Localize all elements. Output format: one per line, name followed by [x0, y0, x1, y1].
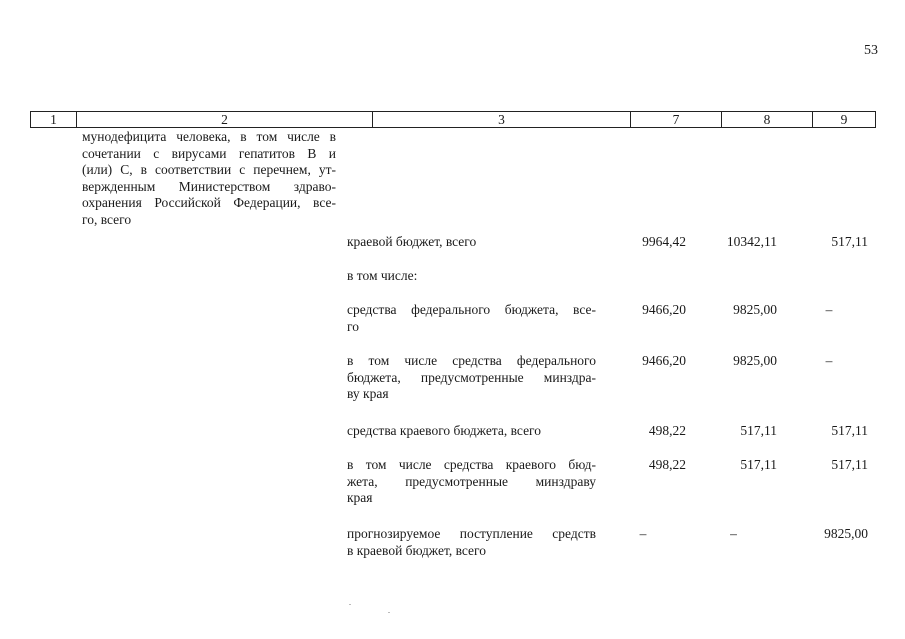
- page-number: 53: [864, 43, 878, 58]
- header-col-2: 2: [77, 112, 373, 127]
- cell-col-9: 517,11: [831, 423, 868, 438]
- row-label: [347, 268, 596, 285]
- indicator-description: [82, 129, 336, 229]
- header-col-8: 8: [722, 112, 813, 127]
- scan-speck: [349, 604, 351, 605]
- row-label-line: го: [347, 318, 359, 334]
- header-col-7: 7: [631, 112, 722, 127]
- description-line: (или) С, в соответствии с перечнем, ут-: [82, 162, 336, 178]
- row-label-line: средства краевого бюджета, всего: [347, 423, 542, 438]
- row-label-line: края: [347, 490, 373, 506]
- cell-col-7: 9964,42: [642, 234, 686, 249]
- description-line: сочетании с вирусами гепатитов В и: [82, 145, 336, 161]
- cell-col-8: 9825,00: [733, 302, 777, 317]
- header-col-3: 3: [373, 112, 631, 127]
- scan-speck: [388, 612, 390, 613]
- row-label-line: в том числе:: [347, 268, 418, 283]
- row-label-line: в том числе средства федерального: [347, 353, 596, 368]
- row-label-line: в краевой бюджет, всего: [347, 542, 486, 558]
- cell-col-8: 9825,00: [733, 353, 777, 368]
- cell-col-7: –: [639, 526, 647, 541]
- cell-col-7: 498,22: [648, 423, 686, 438]
- row-label: [347, 353, 596, 403]
- description-line: вержденным Министерством здраво-: [82, 178, 336, 194]
- row-label-line: краевой бюджет, всего: [347, 234, 477, 249]
- row-label-line: жета, предусмотренные минздраву: [347, 473, 596, 489]
- cell-col-9: –: [825, 302, 833, 317]
- row-label-line: в том числе средства краевого бюд-: [347, 457, 596, 472]
- row-label: [347, 302, 596, 335]
- header-col-9: 9: [840, 112, 848, 127]
- row-label-line: средства федерального бюджета, все-: [347, 302, 596, 317]
- cell-col-8: –: [730, 526, 737, 541]
- cell-col-9: 9825,00: [824, 526, 868, 541]
- cell-col-9: –: [825, 353, 833, 368]
- cell-col-7: 498,22: [648, 457, 686, 472]
- cell-col-8: 517,11: [740, 423, 777, 438]
- row-label-line: бюджета, предусмотренные минздра-: [347, 369, 596, 385]
- row-label-line: ву края: [347, 386, 389, 402]
- description-line: охранения Российской Федерации, все-: [82, 195, 336, 211]
- cell-col-7: 9466,20: [642, 302, 686, 317]
- cell-col-7: 9466,20: [642, 353, 686, 368]
- description-line: мунодефицита человека, в том числе в: [82, 129, 336, 144]
- row-label: [347, 423, 596, 440]
- cell-col-9: 517,11: [831, 234, 868, 249]
- row-label: [347, 234, 596, 251]
- cell-col-9: 517,11: [831, 457, 868, 472]
- cell-col-8: 10342,11: [726, 234, 777, 249]
- row-label: [347, 457, 596, 507]
- cell-col-8: 517,11: [740, 457, 777, 472]
- row-label: [347, 526, 596, 559]
- description-line: го, всего: [82, 211, 132, 227]
- table-header-row: [30, 111, 876, 128]
- row-label-line: прогнозируемое поступление средств: [347, 526, 596, 541]
- header-col-1: 1: [31, 112, 77, 127]
